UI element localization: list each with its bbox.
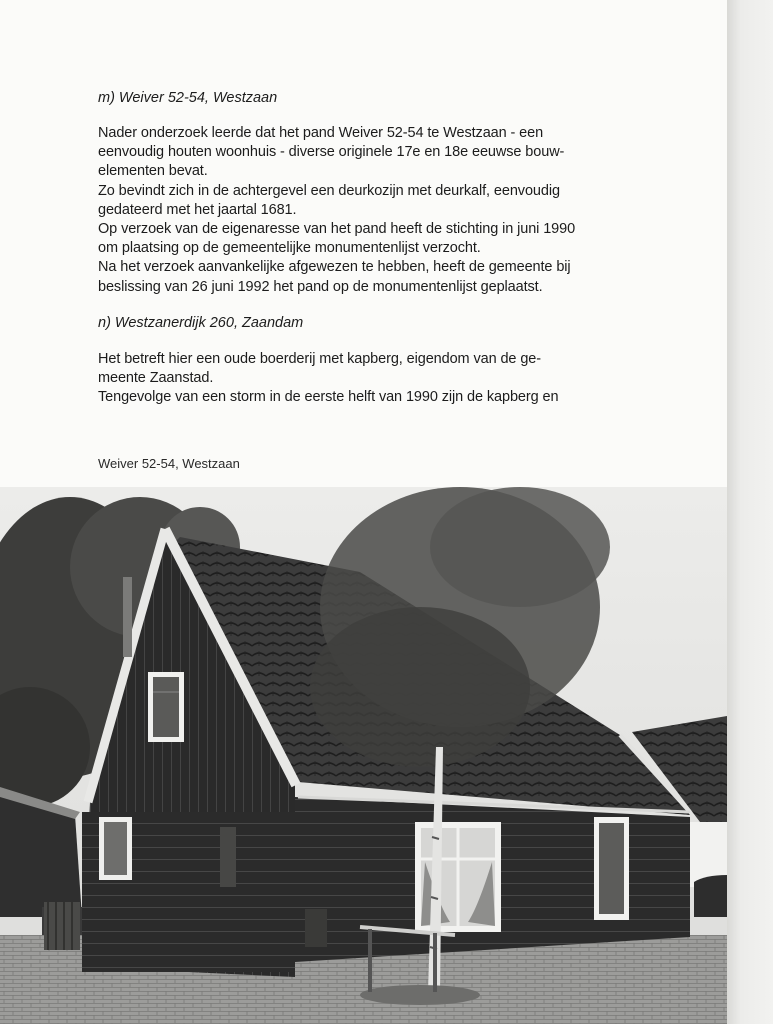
mailbox [305,909,327,947]
facing-page-edge [727,0,773,1024]
text-line: Het betreft hier een oude boerderij met kapberg, eigendom van de ge- [98,351,541,367]
section-heading-n: n) Westzanerdijk 260, Zaandam [98,315,304,331]
text-line: gedateerd met het jaartal 1681. [98,201,297,218]
side-window-large [415,822,501,932]
photo-caption: Weiver 52-54, Westzaan [98,456,240,471]
narrow-window [220,827,236,887]
text-line: meente Zaanstad. [98,370,214,387]
text-line: beslissing van 26 juni 1992 het pand op de monumentenlijst geplaatst. [98,278,543,295]
text-line: Zo bevindt zich in de achtergevel een deurkozijn met deurkalf, eenvoudig [98,182,560,199]
front-window [99,817,132,880]
text-line: Op verzoek van de eigenaresse van het pand heeft de stichting in juni 1990 [98,221,576,238]
house-photo-illustration [0,487,727,1024]
section-body-m [98,124,575,297]
text-line: Tengevolge van een storm in de eerste helft van 1990 zijn de kapberg en [98,389,559,406]
gable-window [148,672,184,742]
text-line: om plaatsing op de gemeentelijke monumentenlijst verzocht. [98,240,481,257]
chimney-pipe [123,577,132,657]
house-photo [0,487,727,1024]
section-heading-m: m) Weiver 52-54, Westzaan [98,90,278,106]
side-window-small [594,817,629,920]
text-line: elementen bevat. [98,163,208,180]
text-line: Nader onderzoek leerde dat het pand Weiver 52-54 te Westzaan - een [98,125,544,141]
text-line: eenvoudig houten woonhuis - diverse originele 17e en 18e eeuwse bouw- [98,144,565,161]
section-body-n [98,350,558,408]
fence [44,902,80,950]
text-line: Na het verzoek aanvankelijke afgewezen te hebben, heeft de gemeente bij [98,259,571,276]
